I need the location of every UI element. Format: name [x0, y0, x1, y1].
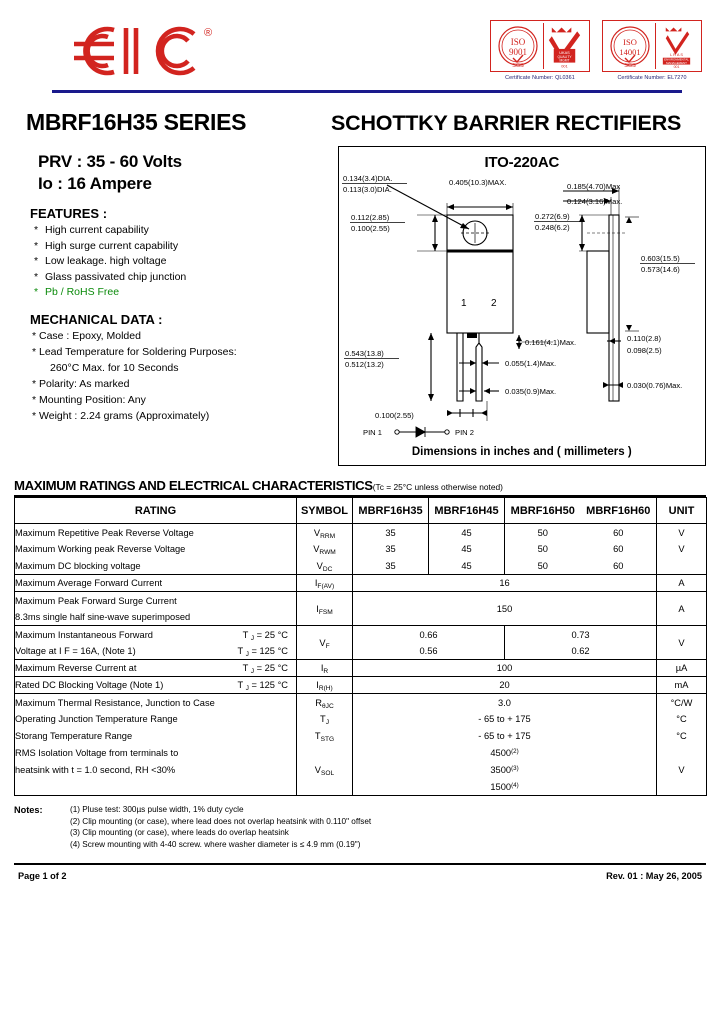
table-row [15, 592, 707, 609]
row-label [15, 660, 297, 677]
specs-column [26, 146, 338, 466]
iso9001-seal-icon [495, 23, 541, 69]
svg-text:001: 001 [673, 64, 680, 69]
mechanical-heading: MECHANICAL DATA : [30, 312, 163, 327]
package-name: ITO-220AC [484, 154, 560, 171]
table-row [15, 660, 707, 677]
cell-span-value: 3.0 [353, 694, 657, 711]
svg-text:MGMT: MGMT [559, 58, 570, 63]
page-footer [14, 871, 706, 881]
col-rating: RATING [15, 498, 297, 524]
col-mbrf16h60: MBRF16H60 [581, 498, 657, 524]
cell-h45: 45 [429, 541, 505, 558]
certification-badges [490, 20, 702, 81]
row-symbol: $V_{RRM}$ [297, 524, 353, 541]
row-symbol: $T_J$ [297, 711, 353, 728]
cell-h35: 35 [353, 524, 429, 541]
prv-rating: PRV : 35 - 60 Volts [38, 152, 182, 171]
cell-vsol-3: 1500$^{(4)}$ [353, 779, 657, 796]
cell-unit: V [657, 762, 707, 779]
dim-lead-t-max: 0.035(0.9)Max. [504, 387, 556, 396]
row-label: Maximum Working peak Reverse Voltage [15, 541, 297, 558]
dimensions-caption: Dimensions in inches and ( millimeters ) [411, 446, 632, 458]
ukas-quality-mark-icon [543, 23, 585, 69]
svg-text:ISO: ISO [623, 37, 637, 47]
cell-span-value: 16 [353, 575, 657, 592]
cell-vf-a-low: 0.66 [353, 626, 505, 643]
cell-h60: 60 [581, 541, 657, 558]
row-label-2 [15, 643, 297, 660]
row-label: Maximum Repetitive Peak Reverse Voltage [15, 524, 297, 541]
dim-side-a-max: 0.185(4.70)Max [566, 182, 620, 191]
svg-text:14001: 14001 [619, 47, 641, 57]
cert-iso9001 [490, 20, 590, 81]
table-row [15, 762, 707, 779]
cell-unit: A [657, 575, 707, 592]
cell-span-value: 100 [353, 660, 657, 677]
svg-text:SGS: SGS [624, 63, 636, 69]
cell-unit [657, 779, 707, 796]
cell-h45: 45 [429, 524, 505, 541]
table-row [15, 558, 707, 575]
svg-text:L R A S: L R A S [670, 51, 683, 57]
cell-vf-b-high: 0.62 [505, 643, 657, 660]
cell-vf-a-high: 0.73 [505, 626, 657, 643]
mechanical-item: 260°C Max. for 10 Seconds [50, 362, 179, 374]
cell-span-value: - 65 to + 175 [353, 711, 657, 728]
cell-span-value: - 65 to + 175 [353, 728, 657, 745]
table-row [15, 643, 707, 660]
pin-diagram [363, 427, 474, 437]
vf-label-1: Maximum Instantaneous Forward [15, 629, 153, 640]
page-number: Page 1 of 2 [18, 871, 67, 882]
dim-lead-w-max: 0.055(1.4)Max. [504, 359, 556, 368]
dim-lead-len-max: 0.543(13.8) [344, 349, 384, 358]
dim-tab-h-min: 0.100(2.55) [350, 224, 390, 233]
row-symbol: $I_R$ [297, 660, 353, 677]
mechanical-item: * Mounting Position: Any [32, 394, 146, 406]
bullet-star-icon: * [34, 255, 39, 267]
cell-h45: 45 [429, 558, 505, 575]
dim-pitch: 0.100(2.55) [374, 411, 414, 420]
pin2-label: PIN 2 [454, 428, 474, 437]
cell-h35: 35 [353, 558, 429, 575]
row-symbol: $I_{R(H)}$ [297, 677, 353, 694]
io-rating: Io : 16 Ampere [38, 174, 152, 193]
mechanical-item: * Case : Epoxy, Molded [32, 330, 141, 342]
row-label: Operating Junction Temperature Range [15, 711, 297, 728]
table-row [15, 541, 707, 558]
cell-unit: V [657, 626, 707, 660]
cell-unit: V [657, 541, 707, 558]
note-item: (2) Clip mounting (or case), where lead does not overlap heatsink with 0.110" offset [70, 816, 372, 826]
dim-hole-dia-max: 0.134(3.4)DIA. [342, 174, 392, 183]
cell-h35: 35 [353, 541, 429, 558]
page-header [14, 0, 706, 90]
dim-body-t-min: 0.098(2.5) [626, 346, 662, 355]
col-mbrf16h50: MBRF16H50 [505, 498, 581, 524]
dim-body-h-min: 0.573(14.6) [640, 265, 680, 274]
table-row [15, 694, 707, 711]
ir-label: Maximum Reverse Current at [15, 663, 137, 674]
row-label: Maximum DC blocking voltage [15, 558, 297, 575]
feature-item: * High current capability [34, 224, 149, 236]
cell-h60: 60 [581, 558, 657, 575]
cell-vf-b-low: 0.56 [353, 643, 505, 660]
pad-label-1: 1 [460, 298, 467, 309]
irh-label: Rated DC Blocking Voltage (Note 1) [15, 680, 164, 691]
vf-condition-1: T $_J$ = 25 °C [242, 629, 288, 642]
cell-unit: A [657, 592, 707, 626]
dim-hole-dia-min: 0.113(3.0)DIA. [342, 185, 392, 194]
mechanical-item: * Lead Temperature for Soldering Purposes: [32, 346, 237, 358]
vf-condition-2: T $_J$ = 125 °C [237, 646, 288, 659]
lras-environmental-mark-icon [655, 23, 697, 69]
note-item: (3) Clip mounting (or case), where leads do overlap heatsink [70, 828, 289, 838]
row-symbol: $V_{RWM}$ [297, 541, 353, 558]
header-divider [52, 90, 682, 93]
row-label-2: heatsink with t = 1.0 second, RH <30% [15, 762, 297, 779]
cell-h50: 50 [505, 524, 581, 541]
table-row [15, 779, 707, 796]
content-columns [14, 146, 706, 466]
cell-unit: °C [657, 711, 707, 728]
row-symbol: $T_{STG}$ [297, 728, 353, 745]
dim-body-h-max: 0.603(15.5) [640, 254, 680, 263]
cell-h50: 50 [505, 541, 581, 558]
features-heading: FEATURES : [30, 206, 108, 221]
bullet-star-icon: * [34, 270, 39, 283]
cell-unit [657, 745, 707, 762]
feature-item: * Glass passivated chip junction [34, 270, 187, 283]
row-label: Maximum Thermal Resistance, Junction to Case [15, 694, 297, 711]
feature-item: * High surge current capability [34, 239, 179, 252]
vf-label-2: Voltage at I F = 16A, (Note 1) [15, 646, 136, 657]
ratings-heading-row [14, 478, 706, 493]
svg-text:ISO: ISO [510, 37, 526, 47]
row-label-2: 8.3ms single half sine-wave superimposed [15, 609, 297, 626]
bullet-star-icon: * [34, 224, 39, 236]
dim-side-b-max: 0.124(3.16)Max. [566, 197, 622, 206]
revision-date: Rev. 01 : May 26, 2005 [606, 871, 702, 882]
dim-pad-gap: 0.161(4.1)Max. [524, 338, 576, 347]
cell-h50: 50 [505, 558, 581, 575]
svg-text:QUALITY: QUALITY [557, 55, 572, 60]
row-label: Maximum Peak Forward Surge Current [15, 592, 297, 609]
table-row [15, 677, 707, 694]
row-symbol [297, 779, 353, 796]
package-drawing-panel [338, 146, 706, 466]
ratings-condition: (Tc = 25°C unless otherwise noted) [372, 482, 503, 492]
product-title: SCHOTTKY BARRIER RECTIFIERS [331, 111, 682, 135]
row-symbol: $V_{DC}$ [297, 558, 353, 575]
iso14001-seal-icon [607, 23, 653, 69]
cell-vsol-1: 4500$^{(2)}$ [353, 745, 657, 762]
row-label: Storang Temperature Range [15, 728, 297, 745]
row-symbol: $V_{SOL}$ [297, 762, 353, 779]
cell-span-value: 150 [353, 592, 657, 626]
col-mbrf16h35: MBRF16H35 [353, 498, 429, 524]
svg-text:ENVIRONMENTAL: ENVIRONMENTAL [664, 57, 689, 62]
row-symbol [297, 745, 353, 762]
table-header-row [15, 498, 707, 524]
ratings-heading: MAXIMUM RATINGS AND ELECTRICAL CHARACTERISTICS [14, 478, 373, 493]
svg-text:®: ® [204, 27, 213, 39]
cell-vsol-2: 3500$^{(3)}$ [353, 762, 657, 779]
cell-unit: °C/W [657, 694, 707, 711]
cert-iso9001-number: Certificate Number: QL0361 [505, 74, 575, 81]
notes-section [14, 805, 706, 849]
dim-tab-w-min: 0.248(6.2) [534, 223, 570, 232]
dim-lead-thk-max: 0.030(0.76)Max. [626, 381, 682, 390]
cell-unit: µA [657, 660, 707, 677]
footer-divider [14, 863, 706, 866]
cell-unit: °C [657, 728, 707, 745]
cell-unit: V [657, 524, 707, 541]
mechanical-item: * Weight : 2.24 grams (Approximately) [32, 410, 210, 422]
row-symbol: $I_{FSM}$ [297, 592, 353, 626]
row-symbol: $R_{\theta JC}$ [297, 694, 353, 711]
note-item: (1) Pluse test: 300µs pulse width, 1% duty cycle [70, 805, 244, 815]
row-label-3 [15, 779, 297, 796]
bullet-star-icon: * [34, 239, 39, 252]
cell-unit [657, 558, 707, 575]
dim-tab-h-max: 0.112(2.85) [350, 213, 389, 222]
irh-condition: T $_J$ = 125 °C [237, 680, 288, 693]
dim-lead-len-min: 0.512(13.2) [344, 360, 384, 369]
dim-tab-w-max: 0.272(6.9) [534, 212, 570, 221]
col-unit: UNIT [657, 498, 707, 524]
svg-text:MANAGEMENT: MANAGEMENT [666, 60, 687, 65]
notes-label: Notes: [14, 805, 43, 816]
row-label [15, 626, 297, 643]
row-label [15, 677, 297, 694]
table-row [15, 745, 707, 762]
pin1-label: PIN 1 [362, 428, 382, 437]
table-row [15, 711, 707, 728]
note-item: (4) Screw mounting with 4-40 screw. where washer diameter is ≤ 4.9 mm (0.19") [70, 839, 361, 849]
cert-iso14001 [602, 20, 702, 81]
row-label: RMS Isolation Voltage from terminals to [15, 745, 297, 762]
mechanical-item: * Polarity: As marked [32, 378, 130, 390]
package-outline-drawing [339, 173, 713, 438]
ir-condition: T $_J$ = 25 °C [242, 663, 288, 676]
dim-width-max: 0.405(10.3)MAX. [448, 178, 506, 187]
svg-text:9001: 9001 [509, 47, 527, 57]
table-row [15, 524, 707, 541]
bullet-star-icon: * [34, 286, 39, 298]
cell-h60: 60 [581, 524, 657, 541]
cert-iso14001-number: Certificate Number: EL7270 [617, 74, 687, 81]
pad-label-2: 2 [490, 298, 497, 309]
col-symbol: SYMBOL [297, 498, 353, 524]
dim-body-t-max: 0.110(2.8) [626, 334, 661, 343]
series-title: MBRF16H35 SERIES [26, 109, 247, 135]
table-row [15, 575, 707, 592]
row-label: Maximum Average Forward Current [15, 575, 297, 592]
feature-item: * Low leakage. high voltage [34, 255, 167, 267]
eic-logo [52, 20, 232, 82]
table-row [15, 626, 707, 643]
feature-item-rohs: * Pb / RoHS Free [34, 286, 120, 298]
cell-span-value: 20 [353, 677, 657, 694]
ratings-table [14, 497, 707, 796]
table-row [15, 728, 707, 745]
svg-text:UKAS: UKAS [559, 49, 570, 55]
row-symbol: $I_{F(AV)}$ [297, 575, 353, 592]
row-symbol: $V_F$ [297, 626, 353, 660]
cell-unit: mA [657, 677, 707, 694]
svg-text:001: 001 [561, 63, 568, 69]
svg-text:SGS: SGS [512, 63, 524, 69]
col-mbrf16h45: MBRF16H45 [429, 498, 505, 524]
title-row [14, 109, 706, 136]
